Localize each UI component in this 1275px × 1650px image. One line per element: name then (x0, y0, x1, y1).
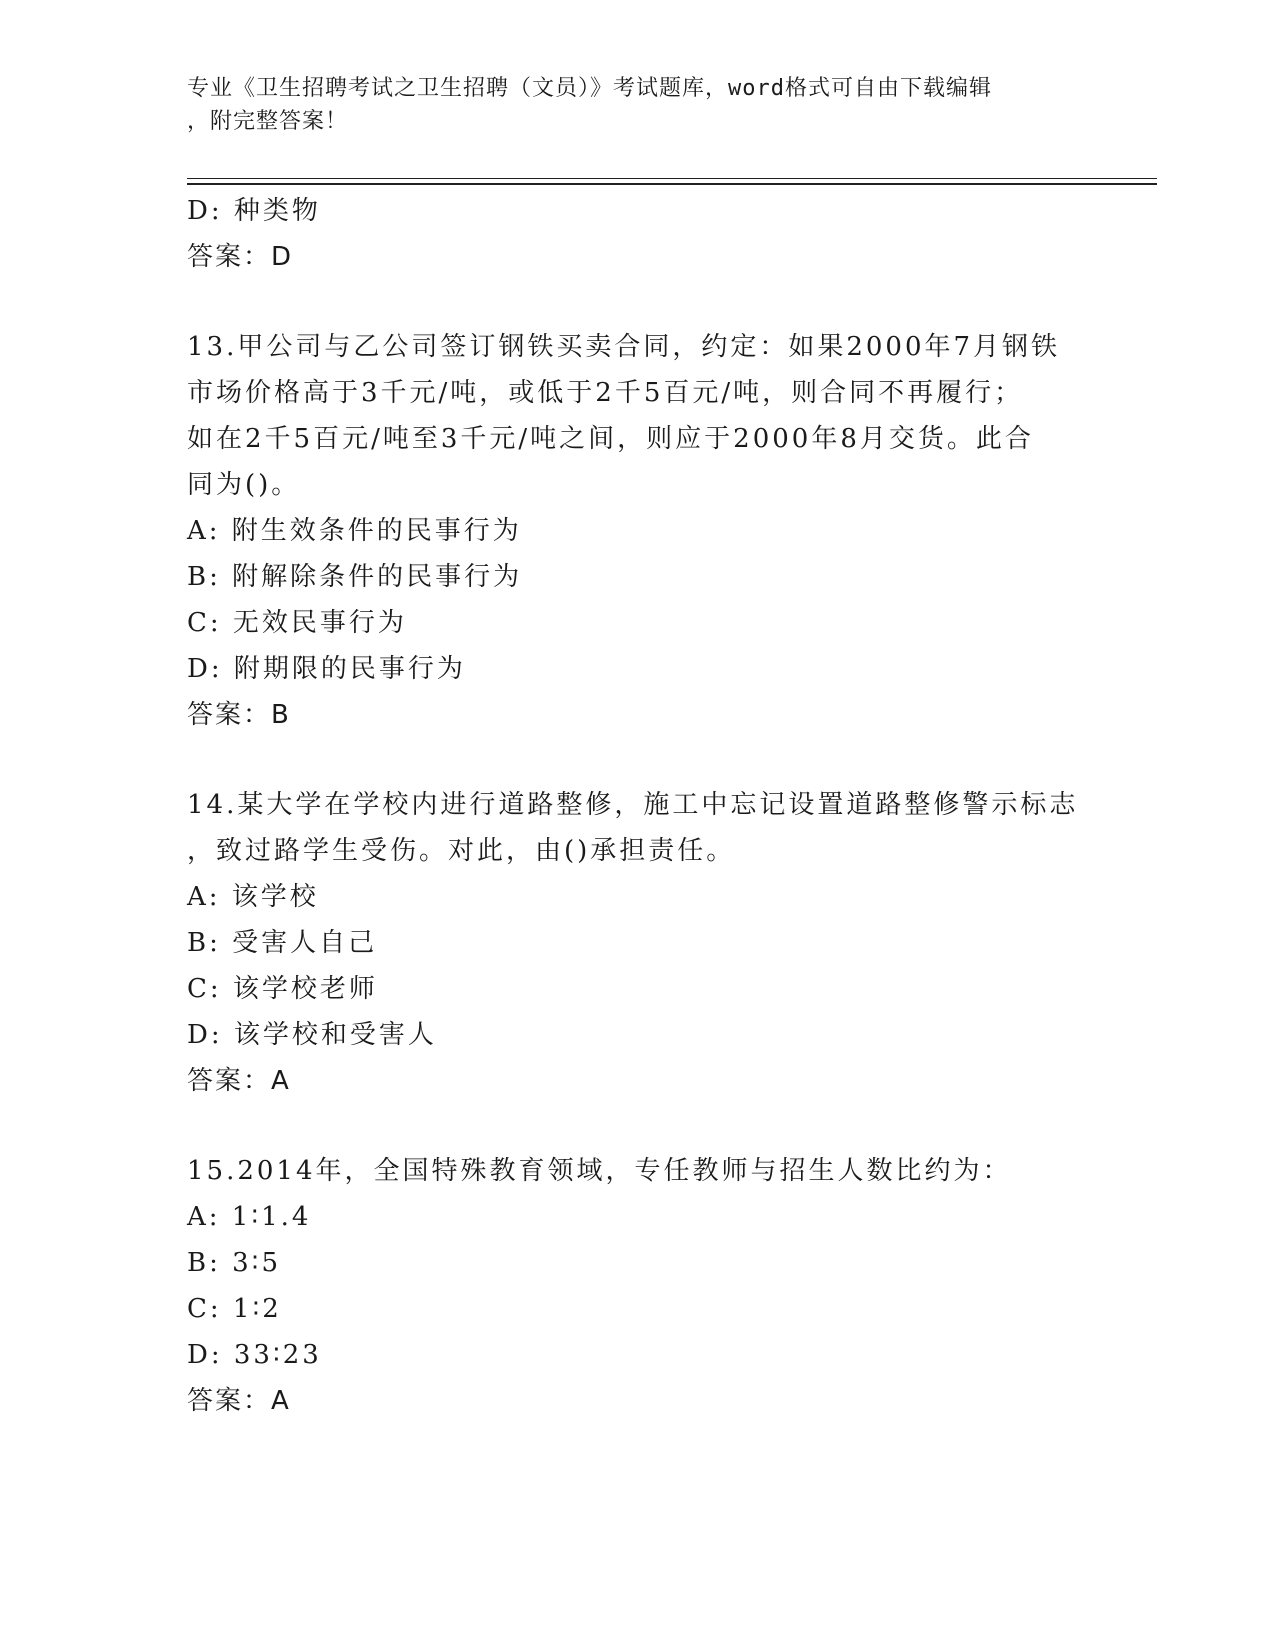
option-c: C: 该学校老师 (187, 974, 378, 1004)
previous-question-tail (187, 188, 1087, 280)
question-text-line: 如在2千5百元/吨至3千元/吨之间，则应于2000年8月交货。此合 (187, 424, 1034, 454)
question-gap (187, 1104, 1087, 1148)
option-d: D: 33∶23 (187, 1340, 322, 1370)
question-text-line: 14.某大学在学校内进行道路整修，施工中忘记设置道路整修警示标志 (187, 790, 1079, 820)
option-a: A: 1∶1.4 (187, 1202, 312, 1232)
option-d: D: 该学校和受害人 (187, 1020, 437, 1050)
option-d: D: 种类物 (187, 196, 321, 226)
header-line-2: ，附完整答案！ (187, 109, 349, 134)
question-text-line: ，致过路学生受伤。对此，由()承担责任。 (187, 836, 736, 866)
document-header (187, 72, 1087, 138)
question-13 (187, 324, 1087, 738)
option-a: A: 该学校 (187, 882, 319, 912)
answer-text: 答案：A (187, 1386, 291, 1416)
option-c: C: 无效民事行为 (187, 608, 407, 638)
option-b: B: 附解除条件的民事行为 (187, 562, 523, 592)
option-b: B: 受害人自己 (187, 928, 378, 958)
header-line-1: 专业《卫生招聘考试之卫生招聘（文员）》考试题库，word格式可自由下载编辑 (187, 76, 992, 101)
question-14 (187, 782, 1087, 1104)
question-text-line: 同为()。 (187, 470, 301, 500)
question-15 (187, 1148, 1087, 1424)
option-d: D: 附期限的民事行为 (187, 654, 466, 684)
header-divider-bottom (187, 183, 1157, 185)
question-text-line: 13.甲公司与乙公司签订钢铁买卖合同，约定：如果2000年7月钢铁 (187, 332, 1061, 362)
question-text-line: 15.2014年，全国特殊教育领域，专任教师与招生人数比约为： (187, 1156, 1012, 1186)
answer-text: 答案：D (187, 242, 294, 272)
question-text-line: 市场价格高于3千元/吨，或低于2千5百元/吨，则合同不再履行； (187, 378, 1024, 408)
question-gap (187, 280, 1087, 324)
answer-text: 答案：A (187, 1066, 291, 1096)
option-a: A: 附生效条件的民事行为 (187, 516, 522, 546)
option-b: B: 3∶5 (187, 1248, 281, 1278)
question-gap (187, 738, 1087, 782)
question-list (187, 188, 1087, 1424)
answer-text: 答案：B (187, 700, 291, 730)
header-divider-top (187, 178, 1157, 179)
option-c: C: 1∶2 (187, 1294, 282, 1324)
